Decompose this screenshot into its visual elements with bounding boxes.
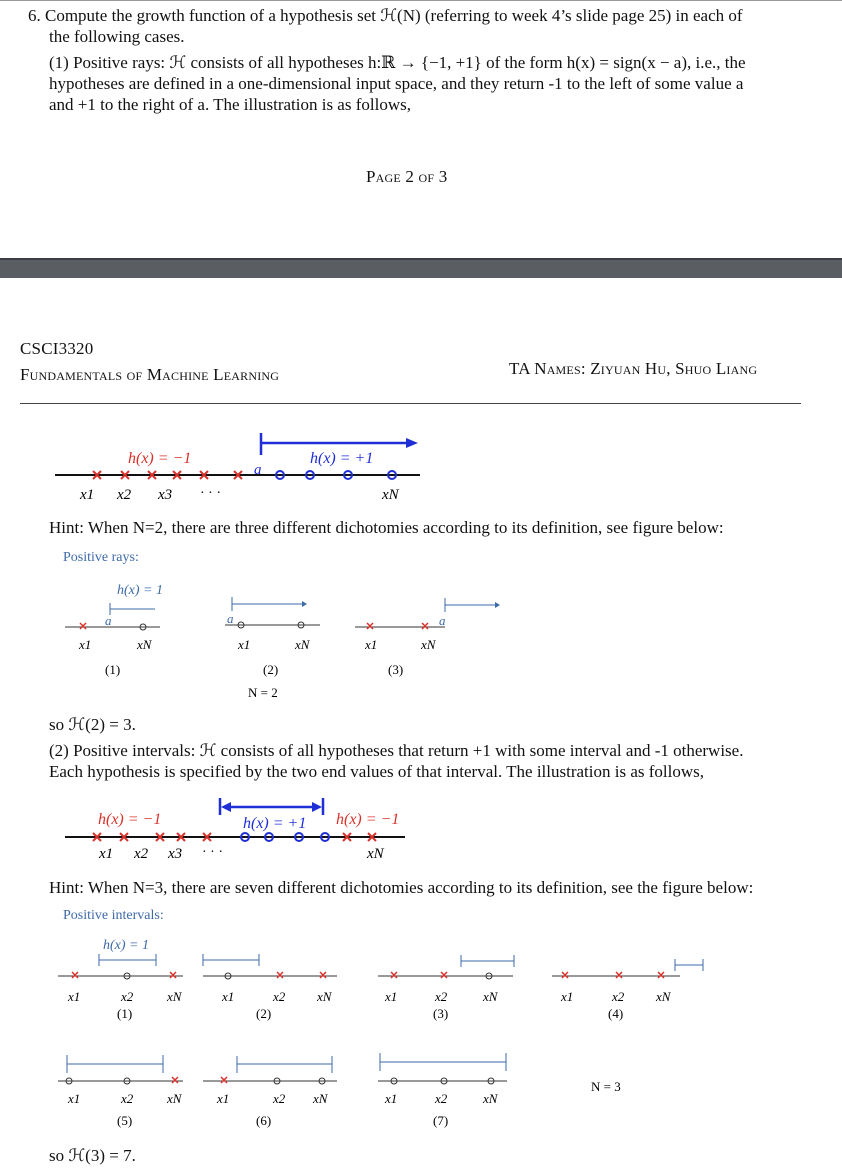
page-footer: Page 2 of 3 bbox=[366, 167, 448, 186]
svg-text:xN: xN bbox=[367, 846, 384, 862]
svg-text:xN: xN bbox=[167, 1091, 182, 1106]
svg-text:(4): (4) bbox=[608, 1006, 624, 1021]
ta-names: TA Names: Ziyuan Hu, Shuo Liang bbox=[509, 359, 758, 378]
svg-text:x1: x1 bbox=[238, 637, 251, 652]
label-2: (2) bbox=[263, 662, 279, 677]
positive-intervals-figure bbox=[55, 795, 425, 865]
h-pos-interval-label: h(x) = +1 bbox=[243, 815, 307, 832]
x2-label: x2 bbox=[117, 487, 132, 503]
positive-rays-figure bbox=[40, 425, 440, 510]
svg-text:x1: x1 bbox=[222, 989, 235, 1004]
svg-text:x1: x1 bbox=[385, 989, 398, 1004]
interval-dichotomy-4 bbox=[552, 959, 703, 1021]
interval-dichotomy-7 bbox=[378, 1053, 507, 1128]
n2-label: N = 2 bbox=[248, 685, 278, 700]
course-code: CSCI3320 bbox=[20, 339, 94, 358]
svg-text:x1: x1 bbox=[68, 989, 81, 1004]
svg-text:(6): (6) bbox=[256, 1113, 272, 1128]
svg-text:x2: x2 bbox=[121, 989, 134, 1004]
x3-label: x3 bbox=[158, 487, 173, 503]
part2-line-1: (2) Positive intervals: ℋ consists of all hypotheses that return +1 with some interval and -1 otherwise. bbox=[49, 741, 744, 760]
positive-rays-n2-figure bbox=[55, 545, 525, 705]
result-2: so ℋ(3) = 7. bbox=[49, 1146, 136, 1165]
part1-line-2: hypotheses are defined in a one-dimensional input space, and they return -1 to the left of some value a bbox=[49, 74, 744, 93]
svg-text:x2: x2 bbox=[134, 846, 149, 862]
svg-text:xN: xN bbox=[317, 989, 332, 1004]
xN-label: xN bbox=[382, 487, 399, 503]
h-neg-label: h(x) = −1 bbox=[128, 450, 192, 467]
interval-dichotomy-2 bbox=[203, 954, 337, 1021]
svg-text:x1: x1 bbox=[79, 637, 92, 652]
svg-text:xN: xN bbox=[167, 989, 182, 1004]
arrow-head bbox=[406, 438, 418, 448]
rays-fig-title: Positive rays: bbox=[63, 550, 139, 565]
page-break-band bbox=[0, 258, 842, 278]
h1-label: h(x) = 1 bbox=[117, 583, 163, 598]
svg-text:xN: xN bbox=[483, 1091, 498, 1106]
svg-text:· · ·: · · · bbox=[202, 845, 223, 860]
svg-text:xN: xN bbox=[483, 989, 498, 1004]
dichotomy-1 bbox=[65, 603, 160, 677]
svg-text:(7): (7) bbox=[433, 1113, 449, 1128]
svg-text:x2: x2 bbox=[435, 989, 448, 1004]
intervals-fig-title: Positive intervals: bbox=[63, 908, 164, 923]
h-pos-label: h(x) = +1 bbox=[310, 450, 374, 467]
label-1: (1) bbox=[105, 662, 121, 677]
svg-text:(5): (5) bbox=[117, 1113, 133, 1128]
svg-text:x2: x2 bbox=[612, 989, 625, 1004]
svg-text:(3): (3) bbox=[433, 1006, 449, 1021]
part1-line-3: and +1 to the right of a. The illustration is as follows, bbox=[49, 95, 411, 114]
svg-text:xN: xN bbox=[313, 1091, 328, 1106]
label-3: (3) bbox=[388, 662, 404, 677]
svg-text:x1: x1 bbox=[99, 846, 114, 862]
hint-2: Hint: When N=3, there are seven different dichotomies according to its definition, see the figure below: bbox=[49, 878, 754, 897]
svg-text:a: a bbox=[227, 611, 234, 626]
positive-intervals-n3-figure bbox=[55, 903, 735, 1133]
question-line-1: 6. Compute the growth function of a hypothesis set ℋ(N) (referring to week 4’s slide page 25) in each of bbox=[28, 6, 743, 25]
result-1: so ℋ(2) = 3. bbox=[49, 715, 136, 734]
svg-text:x2: x2 bbox=[435, 1091, 448, 1106]
dots-label: · · · bbox=[200, 486, 221, 501]
header-rule bbox=[20, 403, 801, 404]
svg-text:x2: x2 bbox=[273, 1091, 286, 1106]
svg-text:xN: xN bbox=[137, 637, 152, 652]
interval-dichotomy-3 bbox=[378, 955, 514, 1021]
dichotomy-3 bbox=[355, 598, 500, 677]
h-neg-left-label: h(x) = −1 bbox=[98, 811, 162, 828]
interval-dichotomy-5 bbox=[58, 1055, 183, 1128]
svg-text:xN: xN bbox=[656, 989, 671, 1004]
svg-text:x2: x2 bbox=[121, 1091, 134, 1106]
dichotomy-2 bbox=[225, 597, 320, 700]
course-name: Fundamentals of Machine Learning bbox=[20, 365, 280, 384]
svg-text:x1: x1 bbox=[68, 1091, 81, 1106]
svg-text:x1: x1 bbox=[365, 637, 378, 652]
top-rule bbox=[0, 0, 842, 1]
hint-1: Hint: When N=2, there are three different dichotomies according to its definition, see figure below: bbox=[49, 518, 724, 537]
svg-text:x2: x2 bbox=[273, 989, 286, 1004]
part2-line-2: Each hypothesis is specified by the two end values of that interval. The illustration is as follows, bbox=[49, 762, 704, 781]
n3-label: N = 3 bbox=[591, 1079, 621, 1094]
svg-text:x3: x3 bbox=[168, 846, 183, 862]
svg-text:xN: xN bbox=[295, 637, 310, 652]
question-line-2: the following cases. bbox=[49, 27, 185, 46]
svg-text:(2): (2) bbox=[256, 1006, 272, 1021]
svg-text:xN: xN bbox=[421, 637, 436, 652]
a-label: a bbox=[254, 462, 262, 478]
interval-dichotomy-1 bbox=[58, 954, 183, 1021]
svg-text:x1: x1 bbox=[385, 1091, 398, 1106]
svg-text:a: a bbox=[439, 613, 446, 628]
svg-text:(1): (1) bbox=[117, 1006, 133, 1021]
part1-line-1: (1) Positive rays: ℋ consists of all hypotheses h:ℝ → {−1, +1} of the form h(x) = sign(x − a), i.e., the bbox=[49, 53, 746, 72]
svg-text:a: a bbox=[105, 613, 112, 628]
svg-text:x1: x1 bbox=[217, 1091, 230, 1106]
h1-interval-label: h(x) = 1 bbox=[103, 938, 149, 953]
h-neg-right-label: h(x) = −1 bbox=[336, 811, 400, 828]
interval-dichotomy-6 bbox=[203, 1056, 337, 1128]
x1-label: x1 bbox=[80, 487, 95, 503]
svg-text:x1: x1 bbox=[561, 989, 574, 1004]
